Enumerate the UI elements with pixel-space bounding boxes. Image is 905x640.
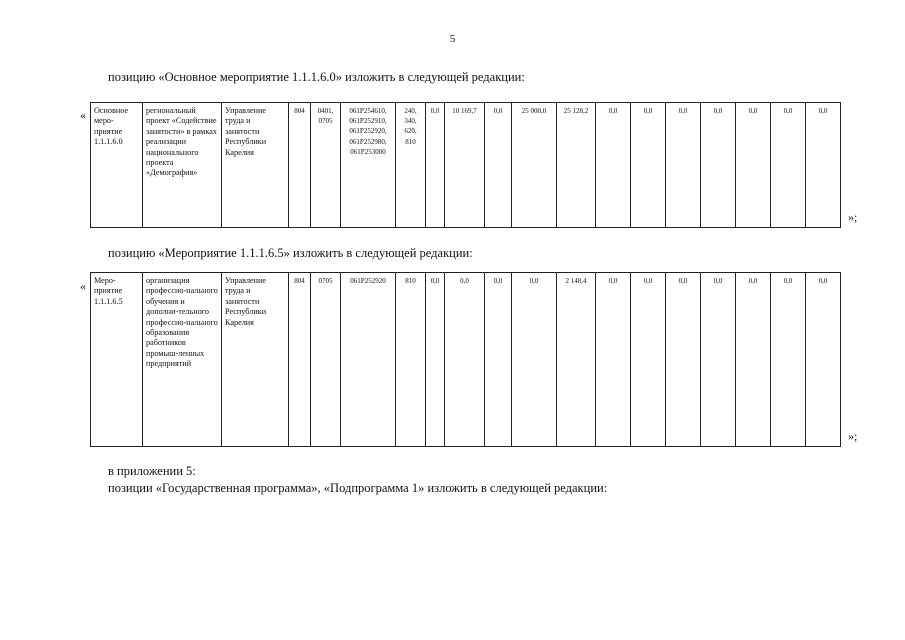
cell-value: 0,0	[771, 273, 806, 447]
cell-executor: Управление труда и занятости Республики Карелия	[222, 273, 289, 447]
cell-value: 0,0	[485, 103, 512, 228]
cell-grbs-code: 804	[289, 103, 311, 228]
cell-value: 25 000,0	[512, 103, 557, 228]
table1-close-quote: »;	[848, 210, 858, 224]
cell-grbs-code: 804	[289, 273, 311, 447]
paragraph-position-main-event: позицию «Основное мероприятие 1.1.1.6.0» изложить в следующей редакции:	[108, 70, 525, 84]
paragraph-position-event: позицию «Мероприятие 1.1.1.6.5» изложить в следующей редакции:	[108, 246, 473, 260]
cell-expense-type: 810	[396, 273, 426, 447]
cell-description: региональный проект «Содействие занятости» в рамках реализации национального проекта «Демография»	[143, 103, 222, 228]
cell-value: 0,0	[512, 273, 557, 447]
cell-expense-type: 240, 340, 620, 810	[396, 103, 426, 228]
paragraph-program-positions: позиции «Государственная программа», «Подпрограмма 1» изложить в следующей редакции:	[108, 481, 608, 495]
cell-target-code: 061P254610, 061P252910, 061P252920, 061P252980, 061P253000	[341, 103, 396, 228]
cell-value: 0,0	[771, 103, 806, 228]
cell-value: 0,0	[806, 103, 841, 228]
cell-value: 10 169,7	[445, 103, 485, 228]
table-main-event-1-1-1-6-0	[90, 102, 841, 228]
cell-item-name: Меро-приятие 1.1.1.6.5	[91, 273, 143, 447]
table2-open-quote: «	[80, 279, 86, 293]
table2-close-quote: »;	[848, 429, 858, 443]
cell-value: 0,0	[445, 273, 485, 447]
cell-value: 0,0	[596, 103, 631, 228]
cell-value: 0,0	[806, 273, 841, 447]
cell-value: 0,0	[631, 103, 666, 228]
cell-section-code: 0401, 0705	[311, 103, 341, 228]
table1-open-quote: «	[80, 108, 86, 122]
cell-section-code: 0705	[311, 273, 341, 447]
cell-value: 0,0	[736, 103, 771, 228]
table-row	[91, 103, 841, 228]
page-number: 5	[449, 33, 456, 45]
cell-description: организация профессио-нального обучения и дополни-тельного профессио-нального образования работников промыш-ленных предприятий	[143, 273, 222, 447]
cell-value: 0,0	[736, 273, 771, 447]
cell-value: 0,0	[426, 103, 445, 228]
cell-value: 0,0	[701, 103, 736, 228]
cell-value: 0,0	[596, 273, 631, 447]
cell-value: 2 148,4	[557, 273, 596, 447]
cell-value: 0,0	[631, 273, 666, 447]
cell-value: 0,0	[701, 273, 736, 447]
cell-value: 0,0	[485, 273, 512, 447]
cell-value: 25 128,2	[557, 103, 596, 228]
cell-target-code: 061P252920	[341, 273, 396, 447]
paragraph-appendix-5: в приложении 5:	[108, 464, 196, 478]
cell-item-name: Основное меро-приятие 1.1.1.6.0	[91, 103, 143, 228]
table-event-1-1-1-6-5	[90, 272, 841, 447]
cell-value: 0,0	[666, 273, 701, 447]
table-row	[91, 273, 841, 447]
cell-executor: Управление труда и занятости Республики Карелия	[222, 103, 289, 228]
cell-value: 0,0	[426, 273, 445, 447]
cell-value: 0,0	[666, 103, 701, 228]
